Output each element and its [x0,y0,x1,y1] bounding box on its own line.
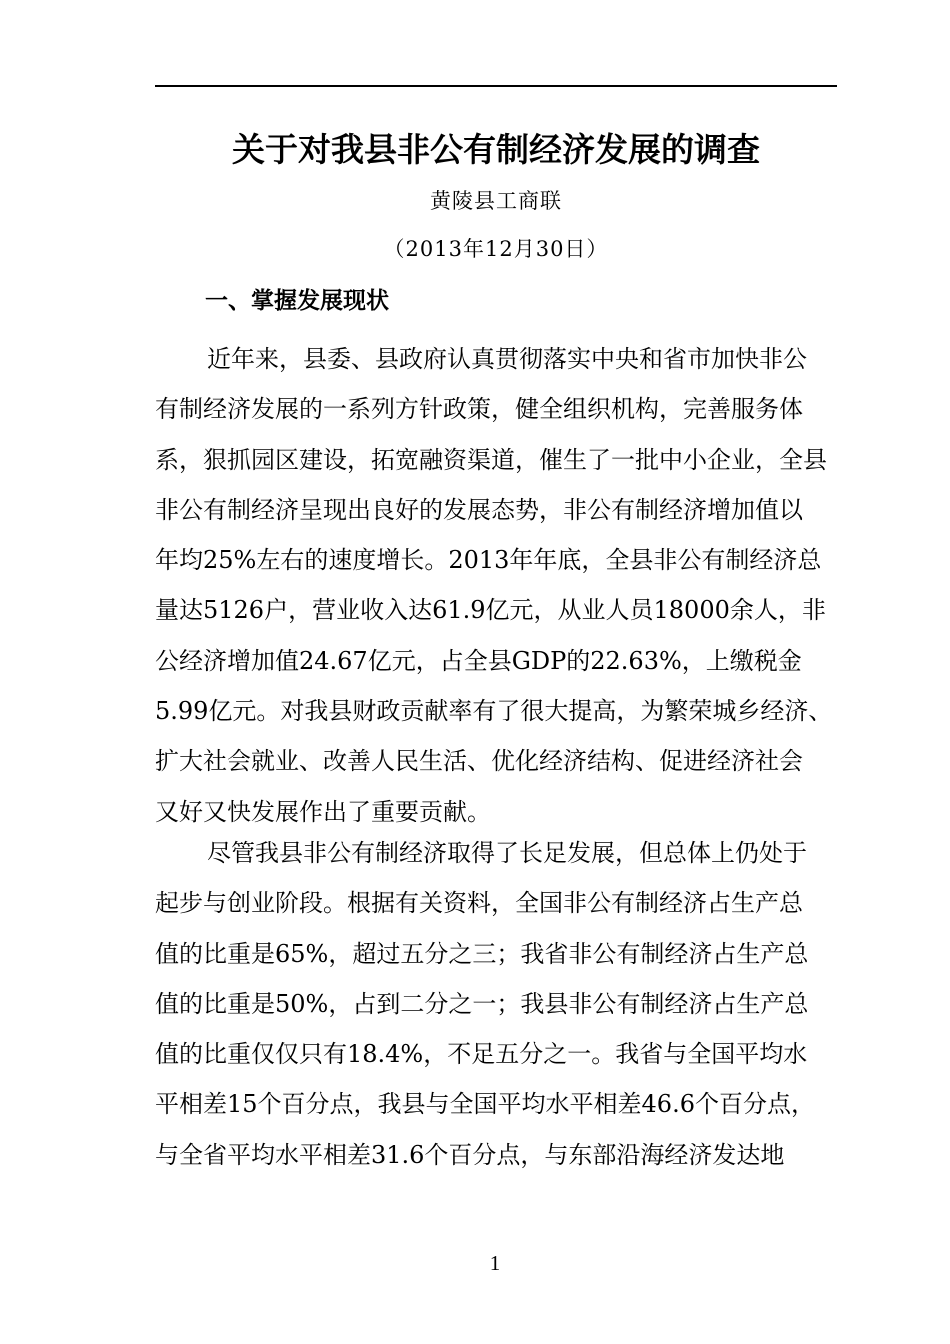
paragraph-line: 系，狠抓园区建设，拓宽融资渠道，催生了一批中小企业，全县 [155,445,827,474]
section-heading: 一、掌握发展现状 [205,288,389,314]
paragraph-line: 量达5126户，营业收入达61.9亿元，从业人员18000余人，非 [155,596,826,625]
paragraph-line: 值的比重是50%，占到二分之一；我县非公有制经济占生产总 [155,989,809,1018]
paragraph-line: 起步与创业阶段。根据有关资料，全国非公有制经济占生产总 [155,889,803,918]
paragraph-line: 非公有制经济呈现出良好的发展态势，非公有制经济增加值以 [155,495,803,524]
document-title: 关于对我县非公有制经济发展的调查 [232,130,760,169]
header-rule [155,85,837,87]
document-author: 黄陵县工商联 [430,189,562,213]
paragraph-line: 公经济增加值24.67亿元，占全县GDP的22.63%，上缴税金 [155,646,802,675]
paragraph-line: 年均25%左右的速度增长。2013年年底，全县非公有制经济总 [155,546,822,575]
document-date: （2013年12月30日） [383,237,609,261]
paragraph-line: 有制经济发展的一系列方针政策，健全组织机构，完善服务体 [155,395,803,424]
paragraph-line: 平相差15个百分点，我县与全国平均水平相差46.6个百分点， [155,1090,815,1119]
paragraph-line: 近年来，县委、县政府认真贯彻落实中央和省市加快非公 [207,345,807,373]
page-number: 1 [489,1251,501,1275]
paragraph-line: 5.99亿元。对我县财政贡献率有了很大提高，为繁荣城乡经济、 [155,697,833,726]
paragraph-line: 尽管我县非公有制经济取得了长足发展，但总体上仍处于 [207,839,807,867]
paragraph-line: 值的比重是65%，超过五分之三；我省非公有制经济占生产总 [155,939,809,968]
paragraph-line: 值的比重仅仅只有18.4%，不足五分之一。我省与全国平均水 [155,1040,808,1069]
paragraph-line: 与全省平均水平相差31.6个百分点，与东部沿海经济发达地 [155,1140,785,1169]
paragraph-1 [155,334,845,837]
paragraph-line: 扩大社会就业、改善人民生活、优化经济结构、促进经济社会 [155,747,803,776]
paragraph-2 [155,828,845,1180]
paragraph-line: 又好又快发展作出了重要贡献。 [155,797,491,826]
